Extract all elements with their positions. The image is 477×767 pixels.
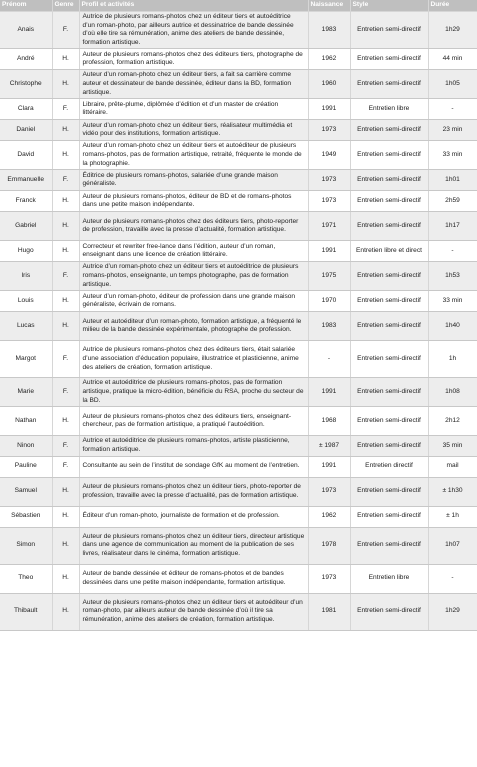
cell-profil: Auteur de plusieurs romans-photos chez des éditeurs tiers, photographe de profession, formation artistique. (79, 49, 308, 70)
cell-genre: H. (52, 291, 79, 312)
cell-prenom: Pauline (0, 456, 52, 477)
cell-prenom: Lucas (0, 312, 52, 341)
cell-genre: H. (52, 593, 79, 630)
cell-naissance: 1983 (308, 312, 350, 341)
cell-duree: 1h01 (428, 170, 477, 191)
cell-duree: 33 min (428, 291, 477, 312)
cell-genre: H. (52, 70, 79, 99)
table-row (0, 49, 477, 70)
cell-genre: F. (52, 456, 79, 477)
header-prenom: Prénom (0, 0, 52, 12)
cell-prenom: Clara (0, 99, 52, 120)
cell-style: Entretien semi-directif (350, 291, 428, 312)
cell-prenom: Anais (0, 12, 52, 49)
cell-profil: Autrice de plusieurs romans-photos chez des éditeurs tiers, était salariée d’une association d’éducation populaire, illustratrice et plasticienne, anime des ateliers de création, formation artistique. (79, 341, 308, 378)
cell-profil: Auteur de bande dessinée et éditeur de romans-photos et de bandes dessinées dans une petite maison indépendante, formation artistique. (79, 564, 308, 593)
table-row (0, 378, 477, 407)
cell-prenom: Iris (0, 262, 52, 291)
cell-style: Entretien libre et direct (350, 241, 428, 262)
cell-duree: 44 min (428, 49, 477, 70)
cell-naissance: 1975 (308, 262, 350, 291)
cell-naissance: 1973 (308, 170, 350, 191)
cell-style: Entretien semi-directif (350, 49, 428, 70)
header-genre: Genre (52, 0, 79, 12)
cell-naissance: - (308, 341, 350, 378)
cell-profil: Auteur de plusieurs romans-photos chez des éditeurs tiers, photo-reporter de profession, travaille avec la presse d’actualité, formation artistique. (79, 212, 308, 241)
cell-profil: Auteur d’un roman-photo, éditeur de profession dans une grande maison généraliste, écrivain de romans. (79, 291, 308, 312)
cell-genre: F. (52, 12, 79, 49)
cell-naissance: 1970 (308, 291, 350, 312)
cell-naissance: 1981 (308, 593, 350, 630)
cell-prenom: Louis (0, 291, 52, 312)
table-row (0, 212, 477, 241)
cell-genre: H. (52, 49, 79, 70)
cell-prenom: Christophe (0, 70, 52, 99)
cell-duree: 1h40 (428, 312, 477, 341)
cell-duree: 1h (428, 341, 477, 378)
table-row (0, 593, 477, 630)
cell-naissance: 1978 (308, 527, 350, 564)
table-row (0, 527, 477, 564)
cell-prenom: André (0, 49, 52, 70)
cell-style: Entretien semi-directif (350, 191, 428, 212)
cell-style: Entretien semi-directif (350, 506, 428, 527)
table-row (0, 12, 477, 49)
table-row (0, 407, 477, 436)
cell-genre: H. (52, 407, 79, 436)
cell-style: Entretien semi-directif (350, 12, 428, 49)
cell-profil: Libraire, prête-plume, diplômée d’édition et d’un master de création littéraire. (79, 99, 308, 120)
cell-style: Entretien directif (350, 456, 428, 477)
table-row (0, 436, 477, 456)
cell-genre: F. (52, 436, 79, 456)
table-row (0, 291, 477, 312)
header-naissance: Naissance (308, 0, 350, 12)
cell-duree: 2h12 (428, 407, 477, 436)
cell-style: Entretien libre (350, 564, 428, 593)
cell-style: Entretien semi-directif (350, 170, 428, 191)
cell-profil: Auteur de plusieurs romans-photos chez des éditeurs tiers, enseignant-chercheur, pas de formation artistique, a pratiqué l’autoédition. (79, 407, 308, 436)
table-row (0, 170, 477, 191)
cell-profil: Auteur de plusieurs romans-photos chez un éditeur tiers, directeur artistique dans une agence de communication au moment de la publication de ses livres, réalisateur dans le cinéma, formation artistique. (79, 527, 308, 564)
cell-naissance: 1960 (308, 70, 350, 99)
cell-duree: 35 min (428, 436, 477, 456)
cell-prenom: Marie (0, 378, 52, 407)
table-row (0, 191, 477, 212)
cell-style: Entretien semi-directif (350, 378, 428, 407)
table-row (0, 120, 477, 141)
cell-profil: Auteur d’un roman-photo chez un éditeur tiers et autoéditeur de plusieurs romans-photos, pas de formation artistique, retraité, fréquente le monde de la photographie. (79, 141, 308, 170)
cell-duree: 1h53 (428, 262, 477, 291)
cell-style: Entretien semi-directif (350, 141, 428, 170)
cell-duree: ± 1h (428, 506, 477, 527)
cell-naissance: 1991 (308, 241, 350, 262)
cell-duree: 1h07 (428, 527, 477, 564)
cell-genre: H. (52, 506, 79, 527)
cell-genre: F. (52, 341, 79, 378)
header-profil: Profil et activités (79, 0, 308, 12)
table-row (0, 341, 477, 378)
cell-style: Entretien semi-directif (350, 312, 428, 341)
cell-prenom: Theo (0, 564, 52, 593)
cell-profil: Correcteur et rewriter free-lance dans l’édition, auteur d’un roman, enseignant dans une licence de création littéraire. (79, 241, 308, 262)
cell-naissance: 1968 (308, 407, 350, 436)
cell-prenom: David (0, 141, 52, 170)
cell-profil: Autrice de plusieurs romans-photos chez un éditeur tiers et autoéditrice d’un roman-photo, par ailleurs autrice et dessinatrice de bande dessinée d’où elle tire sa rémunération, anime des ateliers de bande dessinée, formation artistique. (79, 12, 308, 49)
cell-genre: F. (52, 262, 79, 291)
header-style: Style (350, 0, 428, 12)
cell-duree: 33 min (428, 141, 477, 170)
cell-naissance: 1962 (308, 506, 350, 527)
cell-genre: H. (52, 564, 79, 593)
table-row (0, 262, 477, 291)
cell-genre: H. (52, 212, 79, 241)
cell-naissance: 1949 (308, 141, 350, 170)
cell-duree: - (428, 241, 477, 262)
cell-style: Entretien semi-directif (350, 593, 428, 630)
cell-duree: 2h59 (428, 191, 477, 212)
cell-profil: Auteur et autoéditeur d’un roman-photo, formation artistique, a fréquenté le milieu de la bande dessinée expérimentale, photographe de profession. (79, 312, 308, 341)
cell-profil: Éditeur d’un roman-photo, journaliste de formation et de profession. (79, 506, 308, 527)
table-row (0, 456, 477, 477)
cell-naissance: 1991 (308, 99, 350, 120)
cell-profil: Auteur de plusieurs romans-photos chez un éditeur tiers et autoéditeur d’un roman-photo, par ailleurs auteur de bande dessinée d’où il tire sa rémunération, anime des ateliers de création, formation artistique. (79, 593, 308, 630)
cell-prenom: Ninon (0, 436, 52, 456)
cell-genre: F. (52, 99, 79, 120)
table-row (0, 477, 477, 506)
cell-naissance: 1973 (308, 120, 350, 141)
cell-duree: - (428, 564, 477, 593)
cell-prenom: Hugo (0, 241, 52, 262)
cell-style: Entretien semi-directif (350, 70, 428, 99)
cell-prenom: Sébastien (0, 506, 52, 527)
cell-naissance: 1971 (308, 212, 350, 241)
cell-style: Entretien semi-directif (350, 262, 428, 291)
cell-prenom: Emmanuelle (0, 170, 52, 191)
cell-profil: Auteur de plusieurs romans-photos chez un éditeur tiers, photo-reporter de profession, travaille avec la presse d’actualité, pas de formation artistique. (79, 477, 308, 506)
cell-naissance: ± 1987 (308, 436, 350, 456)
cell-style: Entretien semi-directif (350, 527, 428, 564)
cell-naissance: 1973 (308, 477, 350, 506)
cell-duree: mail (428, 456, 477, 477)
cell-profil: Auteur d’un roman-photo chez un éditeur tiers, a fait sa carrière comme auteur et dessinateur de bande dessinée, éditeur dans la BD, formation artistique. (79, 70, 308, 99)
table-header-row (0, 0, 477, 12)
cell-naissance: 1962 (308, 49, 350, 70)
table-row (0, 312, 477, 341)
cell-profil: Auteur de plusieurs romans-photos, éditeur de BD et de romans-photos dans une petite maison indépendante. (79, 191, 308, 212)
cell-style: Entretien semi-directif (350, 436, 428, 456)
cell-duree: ± 1h30 (428, 477, 477, 506)
cell-profil: Autrice et autoéditrice de plusieurs romans-photos, pas de formation artistique, pratique la micro-édition, bénéficie du RSA, proche du secteur de la BD. (79, 378, 308, 407)
cell-profil: Autrice d’un roman-photo chez un éditeur tiers et autoéditrice de plusieurs romans-photos, enseignante, un temps photographe, pas de formation artistique. (79, 262, 308, 291)
cell-naissance: 1983 (308, 12, 350, 49)
cell-duree: 23 min (428, 120, 477, 141)
cell-prenom: Margot (0, 341, 52, 378)
cell-genre: F. (52, 378, 79, 407)
cell-genre: H. (52, 527, 79, 564)
cell-style: Entretien semi-directif (350, 407, 428, 436)
cell-duree: - (428, 99, 477, 120)
cell-duree: 1h05 (428, 70, 477, 99)
table-row (0, 506, 477, 527)
cell-style: Entretien libre (350, 99, 428, 120)
cell-style: Entretien semi-directif (350, 120, 428, 141)
cell-genre: H. (52, 477, 79, 506)
cell-duree: 1h17 (428, 212, 477, 241)
table-row (0, 564, 477, 593)
cell-profil: Consultante au sein de l’institut de sondage GfK au moment de l’entretien. (79, 456, 308, 477)
cell-naissance: 1973 (308, 191, 350, 212)
cell-duree: 1h29 (428, 12, 477, 49)
table-row (0, 141, 477, 170)
cell-profil: Auteur d’un roman-photo chez un éditeur tiers, réalisateur multimédia et vidéo pour des institutions, formation artistique. (79, 120, 308, 141)
cell-genre: H. (52, 141, 79, 170)
cell-profil: Autrice et autoéditrice de plusieurs romans-photos, artiste plasticienne, formation artistique. (79, 436, 308, 456)
cell-genre: H. (52, 312, 79, 341)
cell-duree: 1h29 (428, 593, 477, 630)
table-row (0, 70, 477, 99)
cell-naissance: 1991 (308, 378, 350, 407)
cell-duree: 1h08 (428, 378, 477, 407)
table-row (0, 241, 477, 262)
table-row (0, 99, 477, 120)
cell-naissance: 1991 (308, 456, 350, 477)
cell-genre: H. (52, 191, 79, 212)
cell-style: Entretien semi-directif (350, 212, 428, 241)
cell-prenom: Simon (0, 527, 52, 564)
table-body (0, 12, 477, 631)
cell-genre: H. (52, 120, 79, 141)
header-duree: Durée (428, 0, 477, 12)
cell-prenom: Gabriel (0, 212, 52, 241)
cell-prenom: Daniel (0, 120, 52, 141)
cell-style: Entretien semi-directif (350, 477, 428, 506)
cell-prenom: Thibault (0, 593, 52, 630)
cell-naissance: 1973 (308, 564, 350, 593)
cell-genre: F. (52, 170, 79, 191)
cell-prenom: Samuel (0, 477, 52, 506)
cell-style: Entretien semi-directif (350, 341, 428, 378)
cell-prenom: Nathan (0, 407, 52, 436)
cell-prenom: Franck (0, 191, 52, 212)
cell-genre: H. (52, 241, 79, 262)
cell-profil: Éditrice de plusieurs romans-photos, salariée d’une grande maison généraliste. (79, 170, 308, 191)
